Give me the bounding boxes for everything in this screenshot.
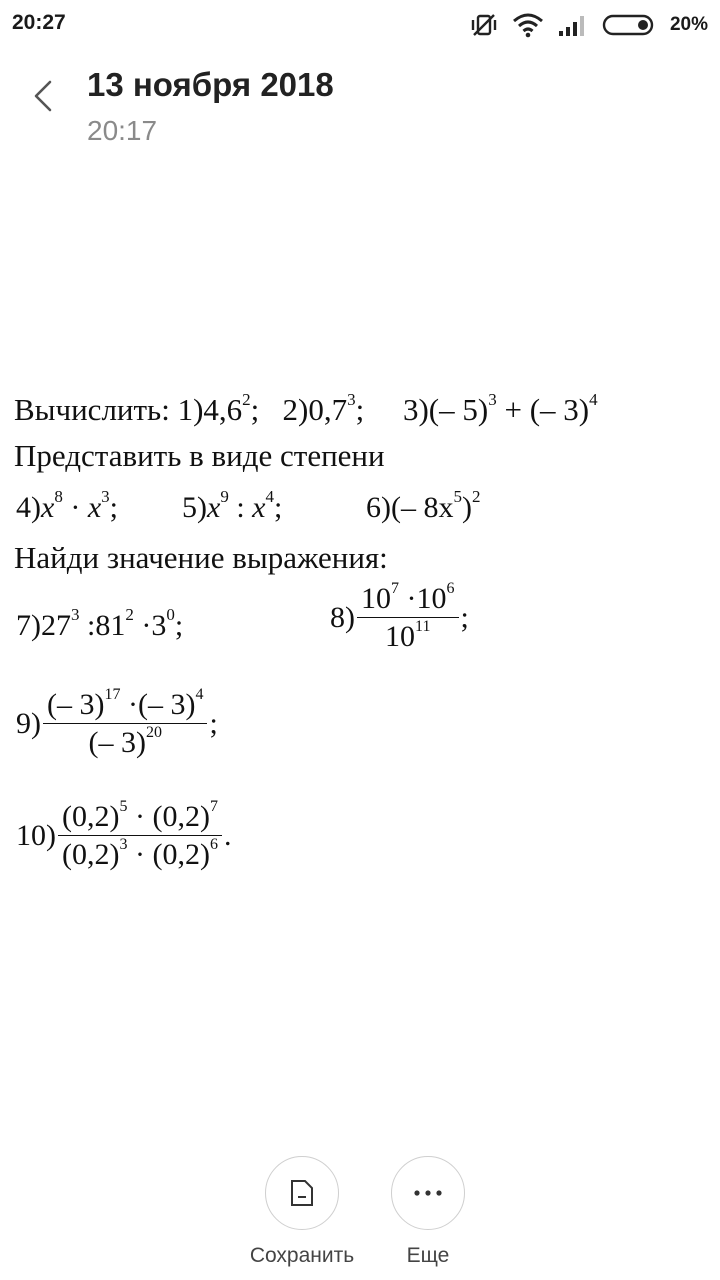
worksheet-image xyxy=(0,370,720,910)
task-2: $2)0,7^3$; xyxy=(282,389,365,427)
page-title: 13 ноября 2018 xyxy=(87,66,334,103)
task-1: $1)4,6^2$; xyxy=(177,389,260,427)
save-label: Сохранить xyxy=(249,1244,355,1267)
fraction-8: $\frac{10^7 \cdot 10^6}{10^{11}}$ xyxy=(357,584,459,652)
more-button[interactable] xyxy=(348,1156,508,1268)
task-4: $4)x^8 \cdot x^3$; xyxy=(16,487,118,524)
task-5: $5)x^9$ : $x^4$; xyxy=(182,487,283,524)
battery-icon xyxy=(602,13,656,37)
heading-power-form: Представить в виде степени xyxy=(14,438,385,473)
task-10: 10) $\frac{(0,2)^5 \cdot (0,2)^7}{(0,2)^3 \cdot (0,2)^6}$ . xyxy=(16,798,232,871)
task-7: $7)27^3$ $:81^2 \cdot 3^0$; xyxy=(16,605,184,642)
task-8: 8) $\frac{10^7 \cdot 10^6}{10^{11}}$ ; xyxy=(330,580,469,653)
back-chevron-icon[interactable] xyxy=(28,76,58,116)
status-icons xyxy=(470,10,708,40)
more-label: Еще xyxy=(406,1244,450,1267)
status-bar xyxy=(0,0,720,50)
task-9: 9) $\frac{(- 3)^{17} \cdot(- 3)^4}{(- 3)^{20}}$ ; xyxy=(16,686,218,759)
signal-icon xyxy=(558,13,588,37)
page-subtitle-time: 20:17 xyxy=(87,115,158,146)
task-6: 6)(– $8x^5)^2$ xyxy=(366,487,481,524)
fraction-10: $\frac{(0,2)^5 \cdot (0,2)^7}{(0,2)^3 \cdot (0,2)^6}$ xyxy=(58,802,222,870)
battery-percent: 20% xyxy=(669,14,708,35)
more-dots-icon[interactable] xyxy=(391,1156,465,1230)
wifi-icon xyxy=(512,12,544,38)
label-compute: Вычислить: xyxy=(14,392,170,427)
status-time: 20:27 xyxy=(12,11,66,34)
mute-vibrate-icon xyxy=(470,12,498,38)
task-3: 3)(– 5)$^3$ + (– 3)$^4$ xyxy=(402,389,598,427)
task-line-compute xyxy=(14,389,598,427)
save-document-icon[interactable] xyxy=(265,1156,339,1230)
fraction-9: $\frac{(- 3)^{17} \cdot(- 3)^4}{(- 3)^{20}}$ xyxy=(43,690,207,758)
heading-find-value: Найди значение выражения: xyxy=(14,540,388,575)
